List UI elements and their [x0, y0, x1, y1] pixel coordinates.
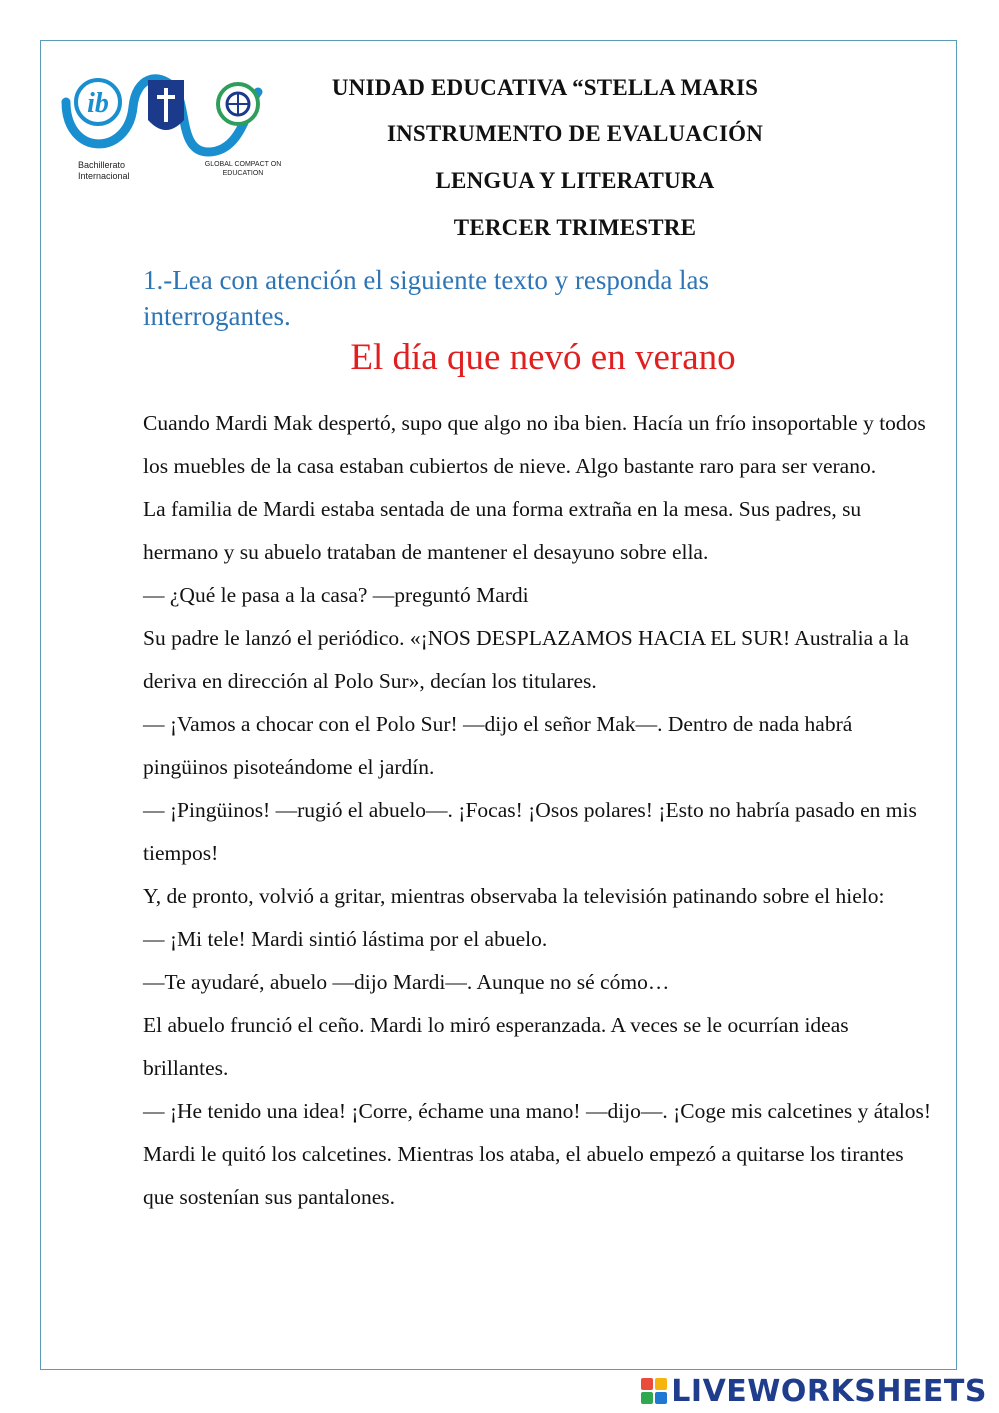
- school-logos: [58, 62, 288, 192]
- story-paragraph: — ¡Pingüinos! —rugió el abuelo—. ¡Focas! ¡Osos polares! ¡Esto no habría pasado en mis tiempos!: [143, 798, 917, 865]
- liveworksheets-text: LIVEWORKSHEETS: [671, 1373, 987, 1409]
- story-paragraph: — ¡Vamos a chocar con el Polo Sur! —dijo el señor Mak—. Dentro de nada habrá pingüinos pisoteándome el jardín.: [143, 712, 853, 779]
- story-paragraph: Su padre le lanzó el periódico. «¡NOS DESPLAZAMOS HACIA EL SUR! Australia a la deriva en dirección al Polo Sur», decían los titulares.: [143, 626, 909, 693]
- ib-caption: Bachillerato Internacional: [78, 160, 130, 181]
- document-type: INSTRUMENTO DE EVALUACIÓN: [386, 121, 764, 146]
- story-paragraph: —Te ayudaré, abuelo —dijo Mardi—. Aunque no sé cómo…: [143, 970, 670, 994]
- story-paragraph: La familia de Mardi estaba sentada de una forma extraña en la mesa. Sus padres, su hermano y su abuelo trataban de mantener el desayuno sobre ella.: [143, 497, 862, 564]
- instruction-text: 1.-Lea con atención el siguiente texto y responda las interrogantes.: [143, 265, 710, 331]
- subject: LENGUA Y LITERATURA: [435, 168, 715, 193]
- story-paragraph: — ¿Qué le pasa a la casa? —preguntó Mardi: [143, 583, 529, 607]
- story-paragraph: El abuelo frunció el ceño. Mardi lo miró esperanzada. A veces se le ocurrían ideas brillantes.: [143, 1013, 849, 1080]
- liveworksheets-watermark: [641, 1374, 987, 1408]
- school-name: UNIDAD EDUCATIVA “STELLA MARIS: [331, 75, 759, 100]
- story-title: El día que nevó en verano: [350, 337, 736, 378]
- story-paragraph: — ¡He tenido una idea! ¡Corre, échame una mano! —dijo—. ¡Coge mis calcetines y átalos!: [143, 1099, 932, 1123]
- story-paragraph: Mardi le quitó los calcetines. Mientras los ataba, el abuelo empezó a quitarse los tirantes que sostenían sus pantalones.: [143, 1142, 904, 1209]
- global-compact-caption: GLOBAL COMPACT ON EDUCATION: [204, 161, 282, 177]
- term: TERCER TRIMESTRE: [453, 215, 697, 240]
- school-logo-graphic: [58, 62, 288, 162]
- liveworksheets-logo-icon: [641, 1378, 667, 1404]
- story-paragraph: — ¡Mi tele! Mardi sintió lástima por el abuelo.: [143, 927, 548, 951]
- story-paragraph: Y, de pronto, volvió a gritar, mientras observaba la televisión patinando sobre el hielo:: [143, 884, 885, 908]
- global-compact-icon: [218, 84, 258, 124]
- story-paragraph: Cuando Mardi Mak despertó, supo que algo no iba bien. Hacía un frío insoportable y todos los muebles de la casa estaban cubiertos de nieve. Algo bastante raro para ser verano.: [143, 411, 926, 478]
- ib-logo-text: ib: [87, 88, 109, 119]
- school-shield-icon: [148, 80, 184, 130]
- story-body: [143, 402, 933, 1219]
